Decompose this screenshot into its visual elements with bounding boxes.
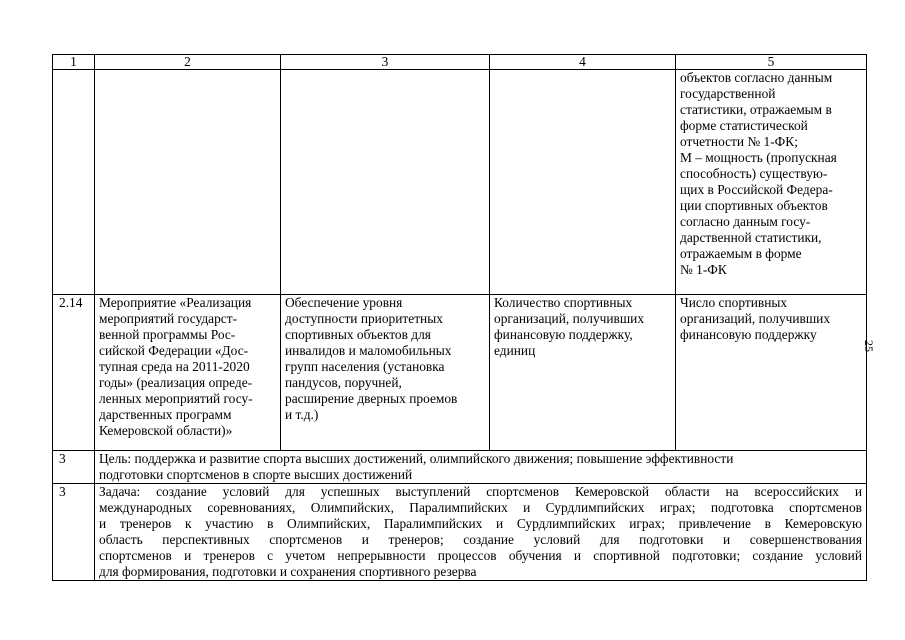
col3-line: инвалидов и маломобильных xyxy=(285,343,452,358)
measures-table xyxy=(52,54,867,581)
goal-line: подготовки спортсменов в спорте высших достижений xyxy=(99,467,413,482)
cont-col5-line: статистики, отражаемым в xyxy=(680,102,832,117)
continuation-row xyxy=(53,70,867,295)
col3-line: Обеспечение уровня xyxy=(285,295,403,310)
col2-line: годы» (реализация опреде- xyxy=(99,375,253,390)
col3-line: пандусов, поручней, xyxy=(285,375,402,390)
task-line: область перспективных спортсменов и тренеров; создание условий для подготовки и совершенствования xyxy=(99,532,862,547)
cont-col5-line: форме статистической xyxy=(680,118,808,133)
row-2-14 xyxy=(53,295,867,451)
goal-line: Цель: поддержка и развитие спорта высших достижений, олимпийского движения; повышение эффективности xyxy=(99,451,734,466)
page-number: 25 xyxy=(862,340,876,352)
col3-line: доступности приоритетных xyxy=(285,311,443,326)
cont-col-2 xyxy=(95,70,281,295)
col2-line: мероприятий государст- xyxy=(99,311,238,326)
cont-col5-line: государственной xyxy=(680,86,776,101)
task-line: Задача: создание условий для успешных выступлений спортсменов Кемеровской области на всероссийских и xyxy=(99,484,862,499)
goal-text xyxy=(95,451,867,484)
col3-line: групп населения (установка xyxy=(285,359,445,374)
col3-line: и т.д.) xyxy=(285,407,319,422)
task-row xyxy=(53,484,867,581)
cont-col5-line: объектов согласно данным xyxy=(680,70,833,85)
col4-line: организаций, получивших xyxy=(494,311,645,326)
cont-col5-line: согласно данным госу- xyxy=(680,214,811,229)
cont-col5-line: отчетности № 1-ФК; xyxy=(680,134,798,149)
col3-line: спортивных объектов для xyxy=(285,327,431,342)
col2-line: дарственных программ xyxy=(99,407,232,422)
header-col-1: 1 xyxy=(53,55,95,70)
header-col-5: 5 xyxy=(676,55,867,70)
col5-line: организаций, получивших xyxy=(680,311,831,326)
col4-line: Количество спортивных xyxy=(494,295,633,310)
task-line: спортсменов и тренеров с учетом непрерывности процессов обучения и спортивной подготовки; создание условий xyxy=(99,548,862,563)
header-col-2: 2 xyxy=(95,55,281,70)
col2-line: Кемеровской области)» xyxy=(99,423,233,438)
col4-line: финансовую поддержку, xyxy=(494,327,633,342)
cont-col5-line: М – мощность (пропускная xyxy=(680,150,837,165)
col2-line: Мероприятие «Реализация xyxy=(99,295,252,310)
cont-col5-line: отражаемым в форме xyxy=(680,246,802,261)
col4-line: единиц xyxy=(494,343,536,358)
cont-col5-line: щих в Российской Федера- xyxy=(680,182,833,197)
task-line: и тренеров к участию в Олимпийских, Паралимпийских и Сурдлимпийских играх; привлечение в Кемеровскую xyxy=(99,516,862,531)
cont-col-3 xyxy=(281,70,490,295)
header-col-4: 4 xyxy=(490,55,676,70)
row-2-14-col-2 xyxy=(95,295,281,451)
row-2-14-col-5 xyxy=(676,295,867,451)
col2-line: тупная среда на 2011-2020 xyxy=(99,359,250,374)
col2-line: ленных мероприятий госу- xyxy=(99,391,253,406)
cont-col-4 xyxy=(490,70,676,295)
cont-col5-line: № 1-ФК xyxy=(680,262,727,277)
col2-line: сийской Федерации «Дос- xyxy=(99,343,249,358)
header-col-3: 3 xyxy=(281,55,490,70)
task-text xyxy=(95,484,867,581)
cont-col-5 xyxy=(676,70,867,295)
cont-col-1 xyxy=(53,70,95,295)
task-line: международных соревнованиях, Олимпийских, Паралимпийских и Сурдлимпийских играх; подготовка спортсменов xyxy=(99,500,862,515)
row-2-14-col-3 xyxy=(281,295,490,451)
header-row xyxy=(53,55,867,70)
cont-col5-line: ции спортивных объектов xyxy=(680,198,828,213)
cont-col5-line: дарственной статистики, xyxy=(680,230,822,245)
goal-row-number: 3 xyxy=(53,451,95,484)
row-2-14-number: 2.14 xyxy=(53,295,95,451)
task-line: для формирования, подготовки и сохранения спортивного резерва xyxy=(99,564,477,579)
task-row-number: 3 xyxy=(53,484,95,581)
row-2-14-col-4 xyxy=(490,295,676,451)
col5-line: Число спортивных xyxy=(680,295,788,310)
col5-line: финансовую поддержку xyxy=(680,327,817,342)
cont-col5-line: способность) существую- xyxy=(680,166,828,181)
col3-line: расширение дверных проемов xyxy=(285,391,458,406)
goal-row xyxy=(53,451,867,484)
col2-line: венной программы Рос- xyxy=(99,327,236,342)
